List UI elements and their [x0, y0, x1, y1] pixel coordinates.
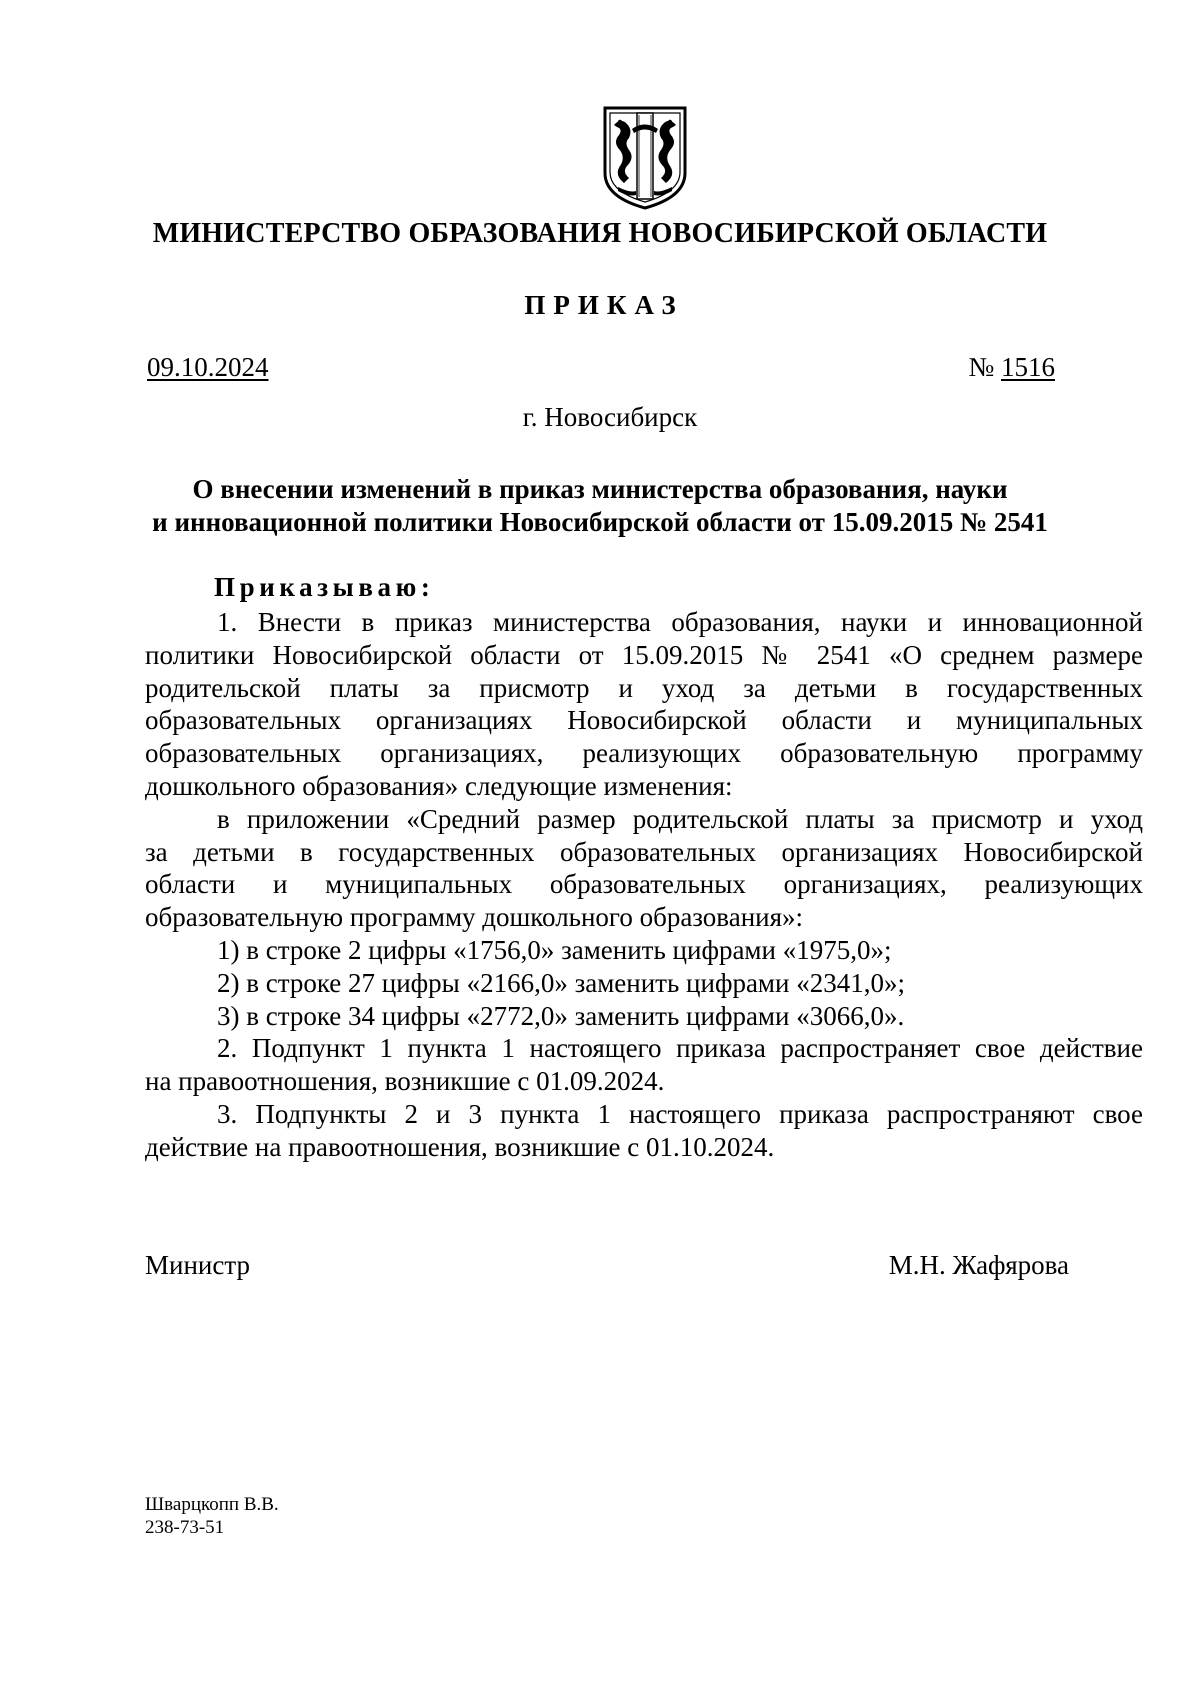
body-line: образовательную программу дошкольного образования»:	[145, 902, 804, 933]
body-line: образовательных организациях, реализующих образовательную программу	[145, 738, 1143, 769]
order-date-value: 09.10.2024	[147, 352, 269, 382]
subject-line: и инновационной политики Новосибирской области от 15.09.2015 № 2541	[152, 507, 1048, 537]
body-line: образовательных организациях Новосибирской области и муниципальных	[145, 705, 1143, 736]
body-line: за детьми в государственных образовательных организациях Новосибирской	[145, 836, 1143, 867]
body-line: на правоотношения, возникшие с 01.09.2024.	[145, 1066, 665, 1097]
order-body	[145, 606, 1143, 1164]
order-number	[968, 352, 1055, 383]
body-line: 3. Подпункты 2 и 3 пункта 1 настоящего приказа распространяют свое	[217, 1098, 1143, 1129]
body-line: дошкольного образования» следующие изменения:	[145, 770, 733, 801]
ministry-name: МИНИСТЕРСТВО ОБРАЗОВАНИЯ НОВОСИБИРСКОЙ ОБЛАСТИ	[152, 218, 1048, 249]
order-word: Приказываю:	[214, 572, 435, 602]
body-line: 1. Внести в приказ министерства образования, науки и инновационной	[217, 607, 1143, 637]
signatory-title: Министр	[145, 1250, 250, 1280]
executor-info	[145, 1493, 279, 1539]
city: г. Новосибирск	[522, 402, 698, 432]
body-line: 2) в строке 27 цифры «2166,0» заменить цифрами «2341,0»;	[217, 967, 905, 998]
body-line: родительской платы за присмотр и уход за детьми в государственных	[145, 672, 1143, 703]
order-number-value: 1516	[1001, 352, 1055, 382]
coat-of-arms-icon	[602, 105, 688, 211]
executor-name: Шварцкопп В.В.	[145, 1494, 279, 1515]
order-subject	[130, 473, 1070, 539]
body-line: 3) в строке 34 цифры «2772,0» заменить цифрами «3066,0».	[217, 1000, 905, 1031]
document-type: ПРИКАЗ	[524, 290, 684, 320]
body-line: области и муниципальных образовательных организациях, реализующих	[145, 869, 1143, 900]
body-line: в приложении «Средний размер родительской платы за присмотр и уход	[217, 803, 1143, 834]
order-date	[147, 352, 269, 383]
signatory-name: М.Н. Жафярова	[888, 1250, 1069, 1280]
subject-line: О внесении изменений в приказ министерства образования, науки	[192, 474, 1008, 504]
body-line: 2. Подпункт 1 пункта 1 настоящего приказа распространяет свое действие	[217, 1033, 1143, 1064]
body-line: 1) в строке 2 цифры «1756,0» заменить цифрами «1975,0»;	[217, 934, 892, 965]
executor-phone: 238-73-51	[145, 1517, 225, 1538]
body-line: политики Новосибирской области от 15.09.2015 № 2541 «О среднем размере	[145, 639, 1143, 670]
number-sign: №	[968, 352, 995, 382]
body-line: действие на правоотношения, возникшие с 01.10.2024.	[145, 1131, 775, 1162]
